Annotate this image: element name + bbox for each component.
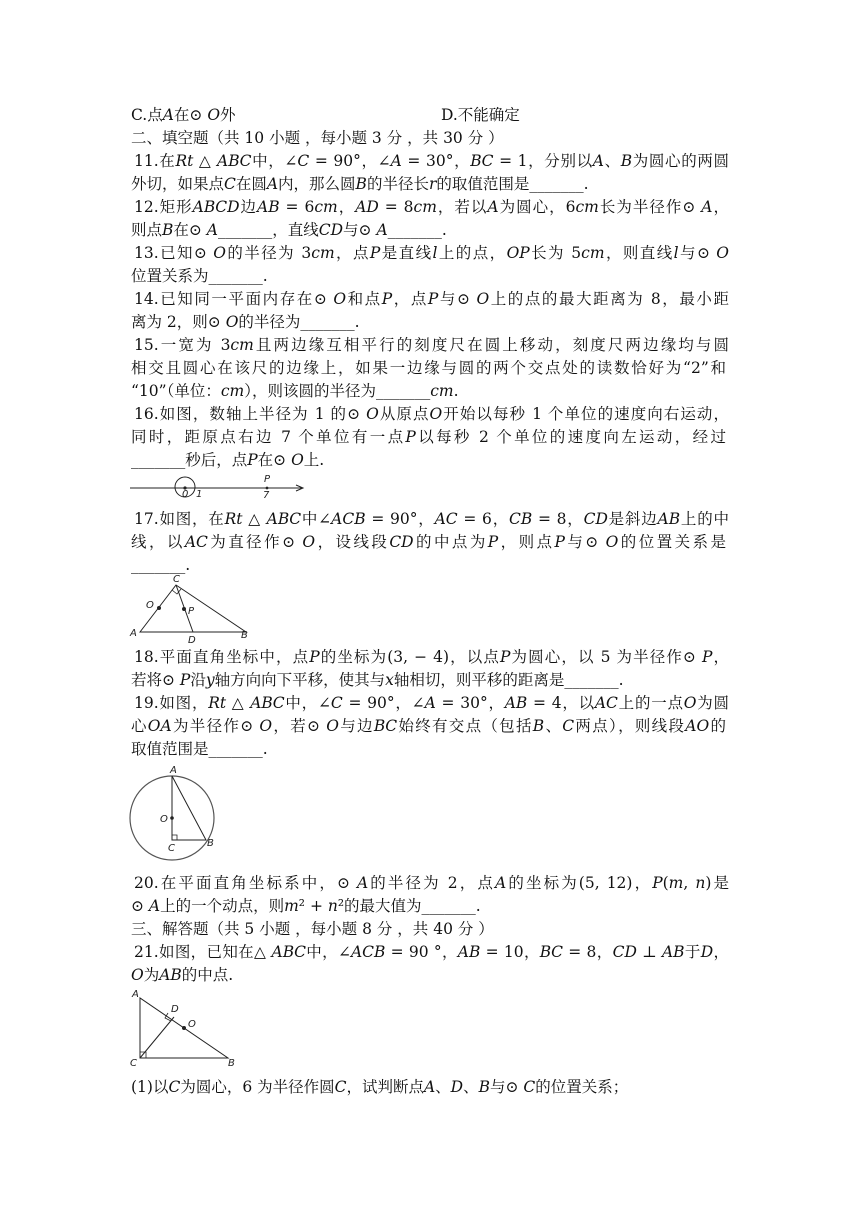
q11-line1: 11.在𝑅𝑡 △ 𝐴𝐵𝐶中，∠𝐶 = 90°，∠𝐴 = 30°，𝐵𝐶 = 1，分别以𝐴、𝐵为圆心的两圆 bbox=[134, 152, 729, 170]
q19-line2: 心𝑂𝐴为半径作⊙ 𝑂，若⊙ 𝑂与边𝐵𝐶始终有交点（包括𝐵、𝐶两点），则线段𝐴𝑂的 bbox=[131, 717, 726, 735]
label-o: O bbox=[188, 1019, 196, 1030]
label-b: B bbox=[241, 630, 248, 641]
q16-line1: 16.如图，数轴上半径为 1 的⊙ 𝑂从原点𝑂开始以每秒 1 个单位的速度向右运动， bbox=[134, 405, 729, 423]
right-angle-mark bbox=[172, 589, 181, 594]
q12-line2: 则点𝐵在⊙ 𝐴_______，直线𝐶𝐷与⊙ 𝐴_______. bbox=[131, 221, 447, 239]
q18-line1: 18.平面直角坐标中，点𝑃的坐标为(3, − 4)，以点𝑃为圆心，以 5 为半径作⊙ 𝑃， bbox=[134, 648, 729, 666]
q20-line1: 20.在平面直角坐标系中，⊙ 𝐴的半径为 2，点𝐴的坐标为(5, 12)，𝑃(𝑚, 𝑛)是 bbox=[134, 874, 729, 892]
q20-line2: ⊙ 𝐴上的一个动点，则𝑚² + 𝑛²的最大值为_______. bbox=[131, 897, 481, 915]
point-o-dot bbox=[170, 816, 174, 820]
point-o-dot bbox=[157, 606, 161, 610]
tick-7-label: 7 bbox=[263, 490, 270, 501]
figure-circle-19 bbox=[128, 764, 218, 864]
point-o-dot bbox=[182, 1026, 186, 1030]
option-c: C.点𝐴在⊙ 𝑂外 bbox=[131, 106, 236, 124]
q19-line1: 19.如图，𝑅𝑡 △ 𝐴𝐵𝐶中，∠𝐶 = 90°，∠𝐴 = 30°，𝐴𝐵 = 4，以𝐴𝐶上的一点𝑂为圆 bbox=[134, 694, 729, 712]
q16-line2: 同时，距原点右边 7 个单位有一点𝑃以每秒 2 个单位的速度向左运动，经过 bbox=[131, 428, 726, 446]
q12-line1: 12.矩形𝐴𝐵𝐶𝐷边𝐴𝐵 = 6𝑐𝑚，𝐴𝐷 = 8𝑐𝑚，若以𝐴为圆心，6𝑐𝑚长为半径作⊙ 𝐴， bbox=[134, 198, 729, 216]
label-c: C bbox=[168, 843, 175, 854]
point-p-dot bbox=[182, 607, 186, 611]
section-fill-in-heading: 二、填空题（共 10 小题 ，每小题 3 分 ，共 30 分 ） bbox=[131, 129, 504, 147]
q13-line1: 13.已知⊙ 𝑂的半径为 3𝑐𝑚，点𝑃是直线𝑙上的点，𝑂𝑃长为 5𝑐𝑚，则直线𝑙与⊙ 𝑂 bbox=[134, 244, 729, 262]
q17-line3: _______. bbox=[131, 556, 191, 574]
label-a: A bbox=[170, 765, 177, 776]
label-d: D bbox=[171, 1004, 179, 1015]
q17-line2: 线，以𝐴𝐶为直径作⊙ 𝑂，设线段𝐶𝐷的中点为𝑃，则点𝑃与⊙ 𝑂的位置关系是 bbox=[131, 533, 726, 551]
q11-line2: 外切，如果点𝐶在圆𝐴内，那么圆𝐵的半径长𝑟的取值范围是_______. bbox=[131, 175, 589, 193]
q15-line2: 相交且圆心在该尺的边缘上，如果一边缘与圆的两个交点处的读数恰好为“2”和 bbox=[131, 359, 726, 377]
label-p: P bbox=[188, 606, 195, 617]
q13-line2: 位置关系为_______. bbox=[131, 267, 268, 285]
label-c: C bbox=[130, 1058, 137, 1069]
q21-line2: 𝑂为𝐴𝐵的中点. bbox=[131, 966, 234, 984]
triangle-abc bbox=[172, 776, 206, 840]
point-p-label: P bbox=[264, 474, 271, 485]
point-p-dot bbox=[266, 487, 269, 490]
q17-line1: 17.如图，在𝑅𝑡 △ 𝐴𝐵𝐶中∠𝐴𝐶𝐵 = 90°，𝐴𝐶 = 6，𝐶𝐵 = 8，𝐶𝐷是斜边𝐴𝐵上的中 bbox=[134, 510, 729, 528]
label-d: D bbox=[188, 635, 196, 646]
label-b: B bbox=[228, 1058, 235, 1069]
q14-line2: 离为 2，则⊙ 𝑂的半径为_______. bbox=[131, 313, 360, 331]
figure-triangle-17 bbox=[128, 574, 258, 644]
label-a: A bbox=[130, 628, 137, 639]
q21-line1: 21.如图，已知在△ 𝐴𝐵𝐶中，∠𝐴𝐶𝐵 = 90 °，𝐴𝐵 = 10，𝐵𝐶 = 8，𝐶𝐷 ⊥ 𝐴𝐵于𝐷， bbox=[134, 943, 729, 961]
tick-1-label: 1 bbox=[196, 489, 203, 500]
q18-line2: 若将⊙ 𝑃沿𝑦轴方向向下平移，使其与𝑥轴相切，则平移的距离是_______. bbox=[131, 671, 624, 689]
q21-part1: (1)以𝐶为圆心，6 为半径作圆𝐶，试判断点𝐴、𝐷、𝐵与⊙ 𝐶的位置关系； bbox=[131, 1078, 629, 1096]
q15-line3: “10”（单位：𝑐𝑚），则该圆的半径为_______𝑐𝑚. bbox=[131, 382, 459, 400]
option-d: D.不能确定 bbox=[441, 106, 520, 124]
label-o: O bbox=[146, 600, 154, 611]
label-b: B bbox=[207, 838, 214, 849]
q19-line3: 取值范围是_______. bbox=[131, 740, 268, 758]
figure-number-line bbox=[130, 472, 310, 502]
label-c: C bbox=[173, 574, 180, 585]
figure-triangle-21 bbox=[128, 988, 243, 1068]
tick-0-label: 0 bbox=[182, 489, 189, 500]
label-o: O bbox=[160, 814, 168, 825]
section-solve-heading: 三、解答题（共 5 小题 ，每小题 8 分 ，共 40 分 ） bbox=[131, 920, 494, 938]
q15-line1: 15.一宽为 3𝑐𝑚且两边缘互相平行的刻度尺在圆上移动，刻度尺两边缘均与圆 bbox=[134, 336, 729, 354]
label-a: A bbox=[132, 989, 139, 1000]
q14-line1: 14.已知同一平面内存在⊙ 𝑂和点𝑃，点𝑃与⊙ 𝑂上的点的最大距离为 8，最小距 bbox=[134, 290, 729, 308]
right-angle-mark bbox=[172, 835, 177, 840]
q16-line3: _______秒后，点𝑃在⊙ 𝑂上. bbox=[131, 451, 325, 469]
